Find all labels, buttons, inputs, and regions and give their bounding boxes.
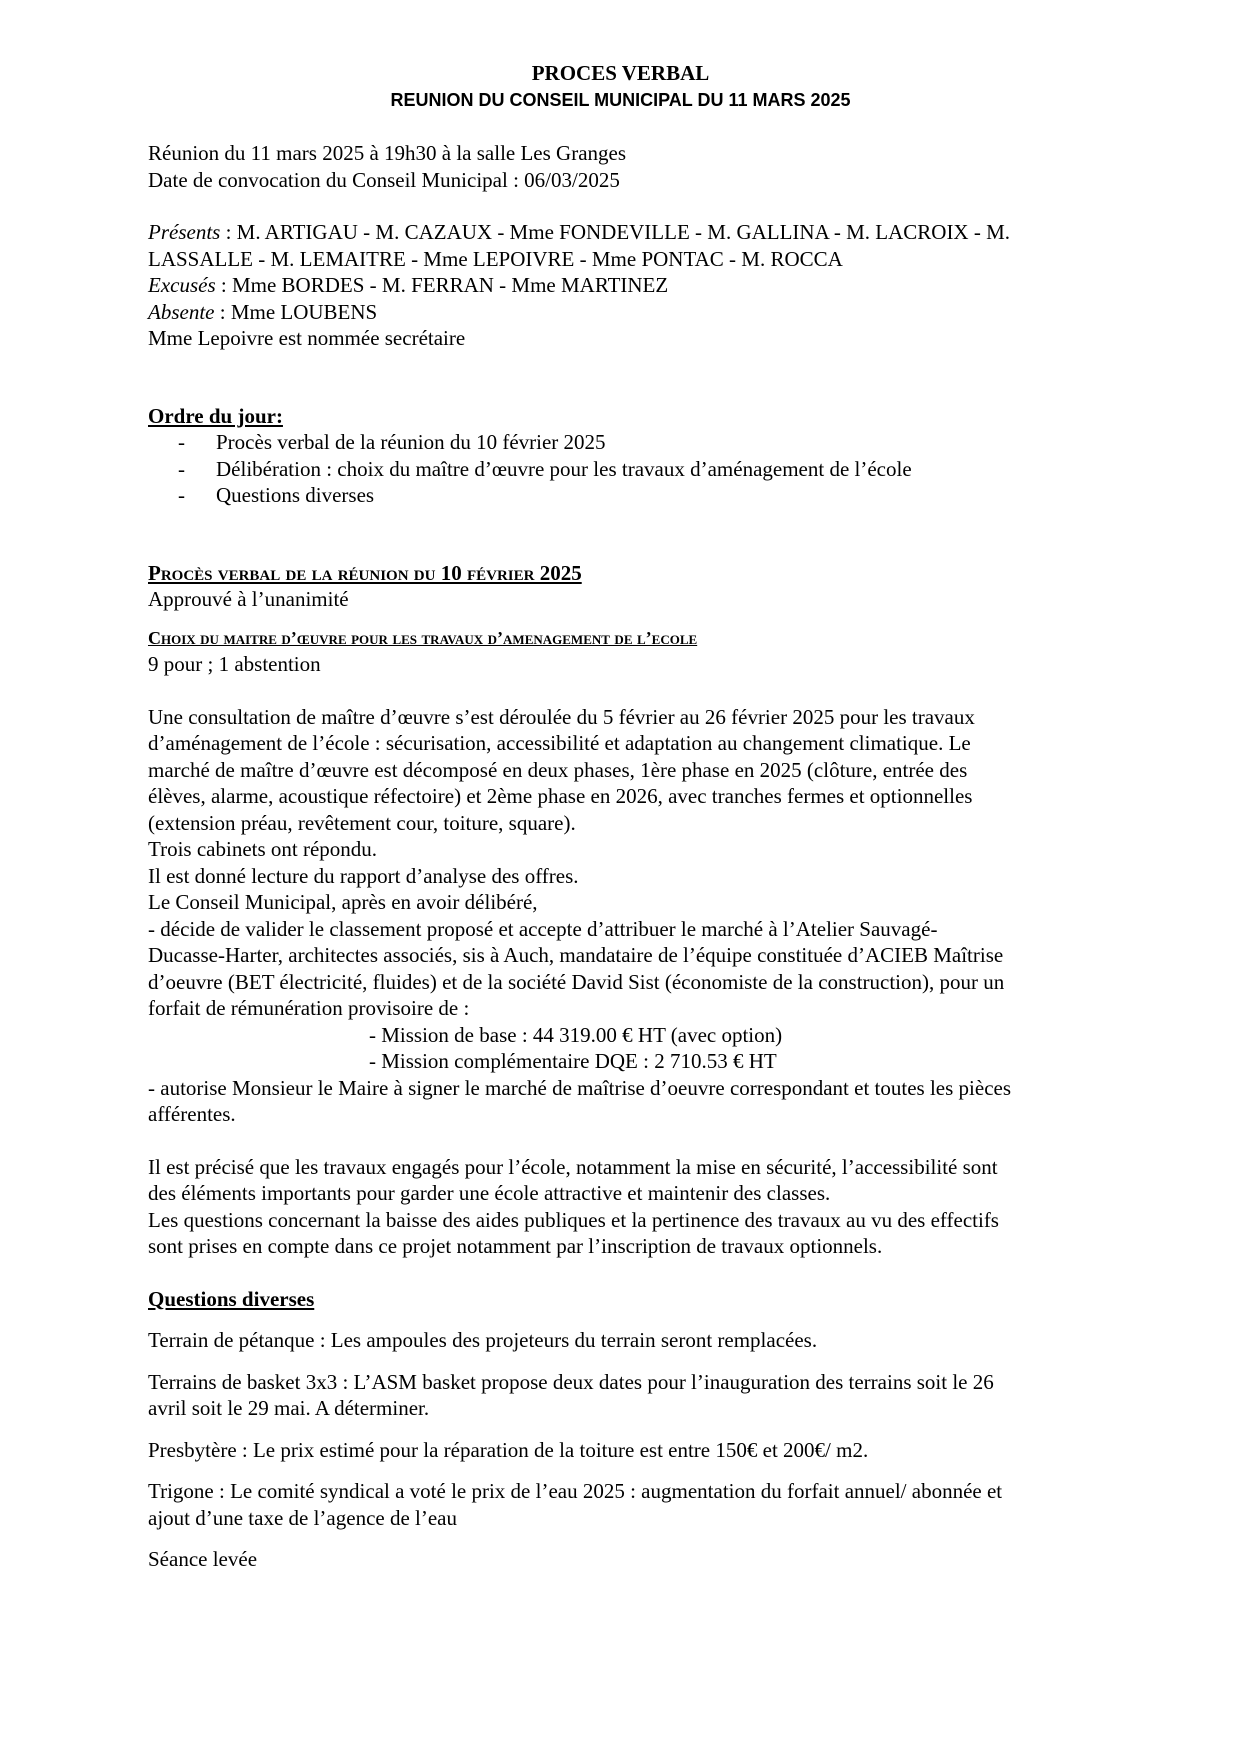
agenda-item-text: Délibération : choix du maître d’œuvre pour les travaux d’aménagement de l’école bbox=[216, 456, 912, 481]
presents-line bbox=[148, 219, 1108, 246]
paragraph-line: élèves, alarme, acoustique réfectoire) et 2ème phase en 2026, avec tranches fermes et optionnelles bbox=[148, 784, 973, 808]
document-body bbox=[148, 140, 1108, 1573]
paragraph-line: forfait de rémunération provisoire de : bbox=[148, 996, 470, 1020]
question-trigone-cont: ajout d’une taxe de l’agence de l’eau bbox=[148, 1505, 458, 1530]
choice-section-heading: Choix du maitre d’œuvre pour les travaux d’amenagement de l’ecole bbox=[148, 627, 698, 648]
question-petanque: Terrain de pétanque : Les ampoules des projeteurs du terrain seront remplacées. bbox=[148, 1328, 818, 1352]
paragraph-line: - autorise Monsieur le Maire à signer le marché de maîtrise d’oeuvre correspondant et toutes les pièces bbox=[148, 1075, 1012, 1100]
excuses-names: : Mme BORDES - M. FERRAN - Mme MARTINEZ bbox=[215, 273, 669, 297]
paragraph-line: sont prises en compte dans ce projet notamment par l’inscription de travaux optionnels. bbox=[148, 1234, 883, 1258]
agenda-item-text: Questions diverses bbox=[216, 483, 375, 507]
agenda-item: - Questions diverses bbox=[178, 483, 375, 507]
excuses-line bbox=[148, 272, 1108, 299]
paragraph-line: d’oeuvre (BET électricité, fluides) et de la société David Sist (économiste de la construction), pour un bbox=[148, 969, 1005, 994]
closing-line: Séance levée bbox=[148, 1547, 258, 1571]
question-basket-cont: avril soit le 29 mai. A déterminer. bbox=[148, 1396, 430, 1420]
mission-line: - Mission de base : 44 319.00 € HT (avec option) bbox=[369, 1022, 783, 1047]
paragraph-line: d’aménagement de l’école : sécurisation, accessibilité et adaptation au changement climatique. Le bbox=[148, 731, 971, 755]
document-title: PROCES VERBAL bbox=[531, 61, 710, 85]
excuses-label: Excusés bbox=[148, 273, 216, 297]
paragraph-line: (extension préau, revêtement cour, toiture, square). bbox=[148, 810, 576, 835]
vote-result: 9 pour ; 1 abstention bbox=[148, 652, 321, 676]
document-subtitle: REUNION DU CONSEIL MUNICIPAL DU 11 MARS 2025 bbox=[390, 90, 851, 110]
paragraph-line: Le Conseil Municipal, après en avoir délibéré, bbox=[148, 890, 538, 914]
questions-heading: Questions diverses bbox=[148, 1286, 315, 1311]
paragraph-line: - décide de valider le classement proposé et accepte d’attribuer le marché à l’Atelier Sauvagé- bbox=[148, 916, 938, 941]
question-presbytere: Presbytère : Le prix estimé pour la réparation de la toiture est entre 150€ et 200€/ m2. bbox=[148, 1437, 869, 1462]
paragraph-line: Une consultation de maître d’œuvre s’est déroulée du 5 février au 26 février 2025 pour les travaux bbox=[148, 704, 975, 729]
absente-names: : Mme LOUBENS bbox=[214, 299, 378, 324]
paragraph-line: afférentes. bbox=[148, 1102, 236, 1126]
paragraph-line: Trois cabinets ont répondu. bbox=[148, 837, 378, 861]
agenda-heading: Ordre du jour: bbox=[148, 403, 283, 428]
paragraph-line: Les questions concernant la baisse des aides publiques et la pertinence des travaux au vu des effectifs bbox=[148, 1207, 999, 1232]
secretary-line: Mme Lepoivre est nommée secrétaire bbox=[148, 326, 466, 350]
paragraph-line: marché de maître d’œuvre est décomposé en deux phases, 1ère phase en 2025 (clôture, entrée des bbox=[148, 757, 968, 782]
paragraph-line: Ducasse-Harter, architectes associés, sis à Auch, mandataire de l’équipe constituée d’ACIEB Maîtrise bbox=[148, 943, 1004, 967]
paragraph-line: Il est précisé que les travaux engagés pour l’école, notamment la mise en sécurité, l’accessibilité sont bbox=[148, 1154, 998, 1179]
mission-line: - Mission complémentaire DQE : 2 710.53 € HT bbox=[369, 1049, 777, 1073]
presents-names-1: : M. ARTIGAU - M. CAZAUX - Mme FONDEVILLE - M. GALLINA - M. LACROIX - M. bbox=[220, 220, 1011, 244]
paragraph-line: des éléments importants pour garder une école attractive et maintenir des classes. bbox=[148, 1181, 831, 1205]
convocation-date-line: Date de convocation du Conseil Municipal : 06/03/2025 bbox=[148, 167, 620, 192]
agenda-item: - Procès verbal de la réunion du 10 février 2025 bbox=[178, 430, 606, 454]
presents-label: Présents bbox=[148, 220, 221, 244]
paragraph-line: Il est donné lecture du rapport d’analyse des offres. bbox=[148, 863, 579, 888]
pv-section-heading: Procès verbal de la réunion du 10 février 2025 bbox=[148, 560, 582, 585]
agenda-item: - Délibération : choix du maître d’œuvre pour les travaux d’aménagement de l’école bbox=[178, 456, 912, 481]
absente-label: Absente bbox=[148, 299, 215, 324]
agenda-item-text: Procès verbal de la réunion du 10 février 2025 bbox=[216, 430, 606, 454]
question-basket: Terrains de basket 3x3 : L’ASM basket propose deux dates pour l’inauguration des terrains soit le 26 bbox=[148, 1369, 994, 1394]
presents-names-2: LASSALLE - M. LEMAITRE - Mme LEPOIVRE - Mme PONTAC - M. ROCCA bbox=[148, 246, 843, 271]
meeting-info-line: Réunion du 11 mars 2025 à 19h30 à la salle Les Granges bbox=[148, 141, 627, 165]
absente-line bbox=[148, 299, 1108, 326]
question-trigone: Trigone : Le comité syndical a voté le prix de l’eau 2025 : augmentation du forfait annuel/ abonnée et bbox=[148, 1479, 1003, 1503]
pv-approval: Approuvé à l’unanimité bbox=[148, 587, 349, 611]
